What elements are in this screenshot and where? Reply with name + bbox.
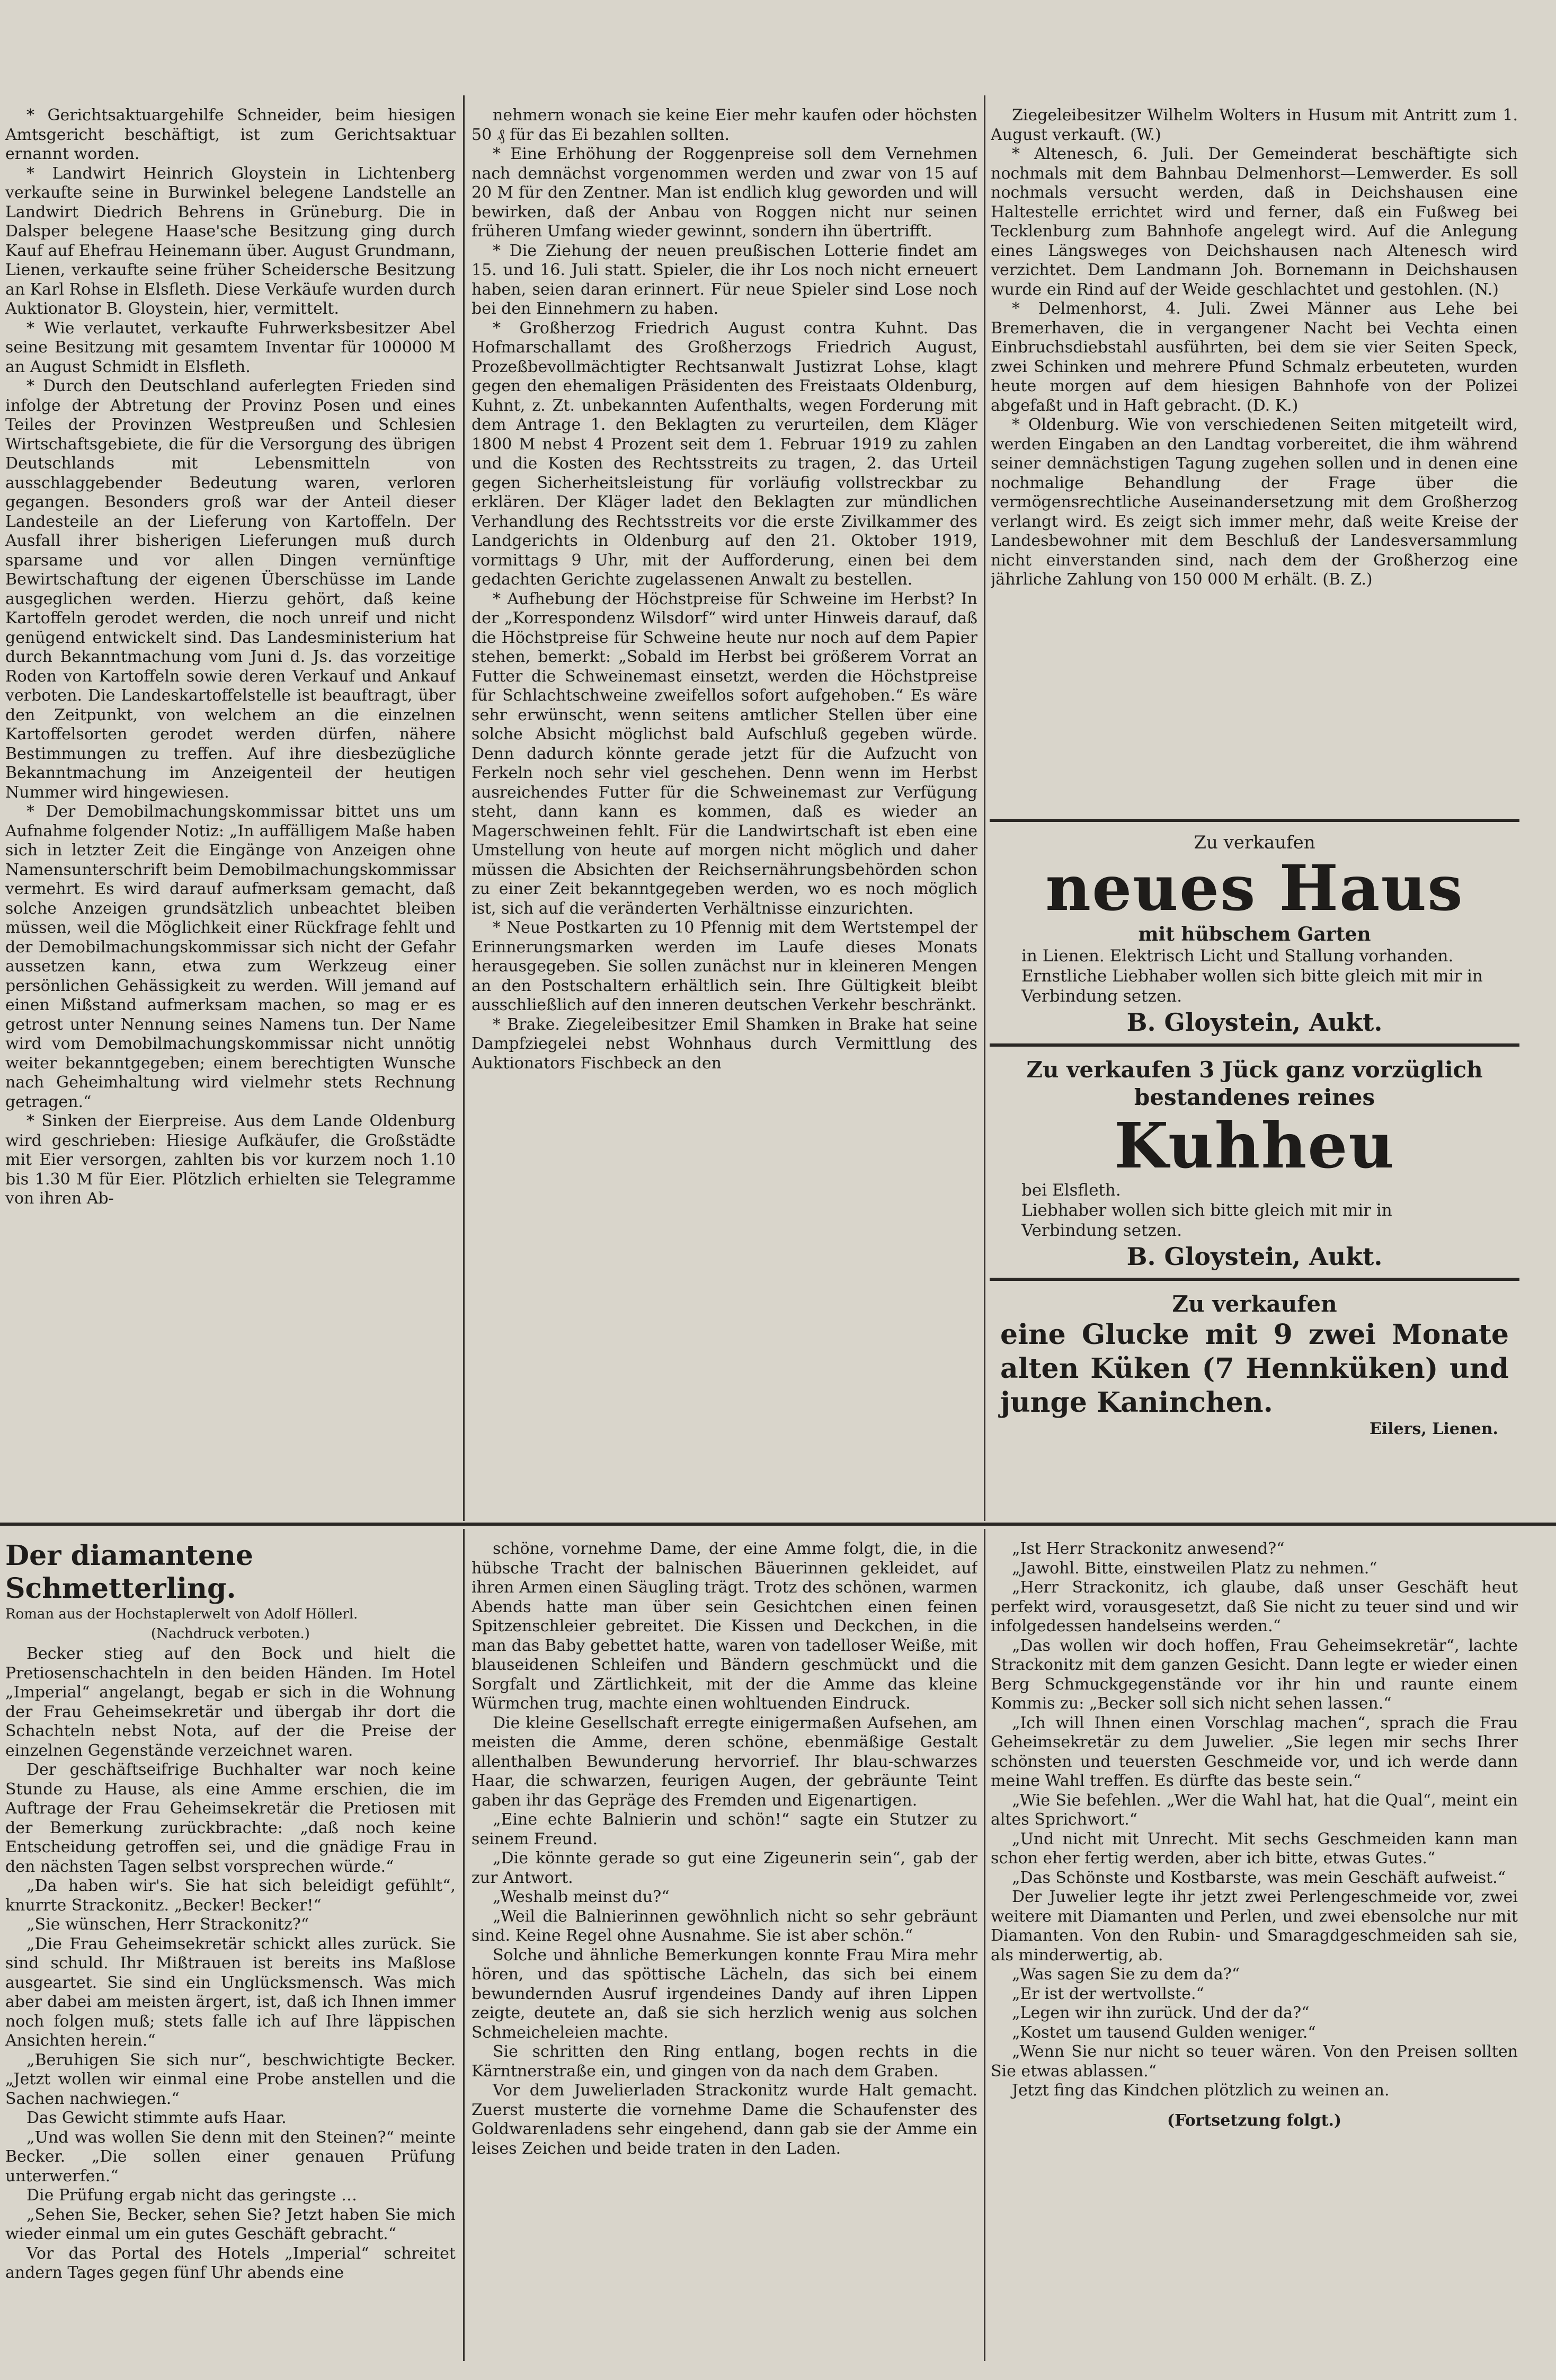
paragraph: * Durch den Deutschland auferlegten Frieden sind infolge der Abtretung der Provinz Posen und eines Teiles der Provinzen Westpreußen und Schlesien Wirtschaftsgebiete, die für die Versorgung des übrigen Deutschlands mit Lebensmitteln von ausschlaggebender Bedeutung waren, verloren gegangen. Besonders groß war der Anteil dieser Landesteile an der Lieferung von Kartoffeln. Der Ausfall ihrer bisherigen Lieferungen muß durch sparsame und vor allen Dingen vernünftige Bewirtschaftung der eigenen Überschüsse im Lande ausgeglichen werden. Hierzu gehört, daß keine Kartoffeln gerodet werden, die noch unreif und nicht genügend entwickelt sind. Das Landesministerium hat durch Bekanntmachung vom Juni d. Js. das vorzeitige Roden von Kartoffeln sowie deren Verkauf und Ankauf verboten. Die Landeskartoffelstelle ist beauftragt, über den Zeitpunkt, von welchem an die einzelnen Kartoffelsorten gerodet werden dürfen, nähere Bestimmungen zu treffen. Auf ihre diesbezügliche Bekanntmachung im Anzeigenteil der heutigen Nummer wird hingewiesen. — [5, 377, 456, 802]
paragraph: „Jawohl. Bitte, einstweilen Platz zu nehmen.“ — [1012, 1559, 1377, 1578]
paragraph: „Weil die Balnierinnen gewöhnlich nicht so sehr gebräunt sind. Keine Regel ohne Ausnahme. Sie ist aber schön.“ — [472, 1907, 977, 1945]
column-rule — [463, 95, 465, 1521]
paragraph: „Er ist der wertvollste.“ — [1012, 1984, 1204, 2003]
paragraph: „Wie Sie befehlen. „Wer die Wahl hat, hat die Qual“, meint ein altes Sprichwort.“ — [991, 1791, 1518, 1829]
paragraph: * Brake. Ziegeleibesitzer Emil Shamken in Brake hat seine Dampfziegelei nebst Wohnhaus durch Vermittlung des Auktionators Fischbeck an den — [472, 1015, 977, 1073]
paragraph: Sie schritten den Ring entlang, bogen rechts in die Kärntnerstraße ein, und gingen von da nach dem Graben. — [472, 2042, 977, 2081]
paragraph: Becker stieg auf den Bock und hielt die Pretiosenschachteln in den beiden Händen. Im Hotel „Imperial“ angelangt, begab er sich in die Wohnung der Frau Geheimsekretär und übergab ihr dort die Schachteln nebst Nota, auf der die Preise der einzelnen Gegenstände verzeichnet waren. — [5, 1644, 456, 1760]
paragraph: „Da haben wir's. Sie hat sich beleidigt gefühlt“, knurrte Strackonitz. „Becker! Becker!“ — [5, 1877, 456, 1915]
ad-intro: Zu verkaufen 3 Jück ganz vorzüglich bestandenes reines — [1026, 1057, 1483, 1110]
ad-body: Liebhaber wollen sich bitte gleich mit mir in Verbindung setzen. — [1021, 1201, 1392, 1240]
paragraph: Vor dem Juwelierladen Strackonitz wurde Halt gemacht. Zuerst musterte die vornehme Dame die Schaufenster des Goldwarenladens sehr eingehend, dann gab sie der Amme ein leises Zeichen und beide traten in den Laden. — [472, 2081, 977, 2158]
news-column-3 — [991, 106, 1518, 811]
paragraph: * Oldenburg. Wie von verschiedenen Seiten mitgeteilt wird, werden Eingaben an den Landtag vorbereitet, die ihm während seiner demnächstigen Tagung zugehen sollen und in denen eine nochmalige Behandlung der Frage über die vermögensrechtliche Auseinandersetzung mit dem Großherzog verlangt wird. Es zeigt sich immer mehr, daß weite Kreise der Landesbewohner mit dem Beschluß der Landesversammlung nicht einverstanden sind, nach dem der Großherzog eine jährliche Zahlung von 150 000 M erhält. (B. Z.) — [991, 415, 1518, 589]
paragraph: * Die Ziehung der neuen preußischen Lotterie findet am 15. und 16. Juli statt. Spieler, die ihr Los noch nicht erneuert haben, seien daran erinnert. Für neue Spieler sind Lose noch bei den Einnehmern zu haben. — [472, 241, 977, 318]
ad-headline: neues Haus — [1045, 851, 1464, 925]
paragraph: „Kostet um tausend Gulden weniger.“ — [1012, 2023, 1316, 2042]
ad-signature: Eilers, Lienen. — [1369, 1420, 1498, 1438]
paragraph: „Beruhigen Sie sich nur“, beschwichtigte Becker. „Jetzt wollen wir einmal eine Probe anstellen und die Sachen nachwiegen.“ — [5, 2050, 456, 2108]
ad-intro: Zu verkaufen — [1172, 1291, 1337, 1317]
ad-hen — [990, 1278, 1519, 1444]
paragraph: * Delmenhorst, 4. Juli. Zwei Männer aus Lehe bei Bremerhaven, die in vergangener Nacht bei Vechta einen Einbruchsdiebstahl ausführten, bei dem sie vier Seiten Speck, zwei Schinken und mehrere Pfund Schmalz erbeuteten, wurden heute morgen auf dem hiesigen Bahnhofe von der Polizei abgefaßt und in Haft gebracht. (D. K.) — [991, 299, 1518, 415]
continued-note: (Fortsetzung folgt.) — [1167, 2111, 1342, 2130]
paragraph: „Sie wünschen, Herr Strackonitz?“ — [26, 1915, 309, 1934]
news-column-1 — [5, 106, 456, 1518]
paragraph: * Gerichtsaktuargehilfe Schneider, beim hiesigen Amtsgericht beschäftigt, ist zum Gerichtsaktuar ernannt worden. — [5, 106, 456, 163]
column-rule — [984, 95, 985, 1521]
ad-signature: B. Gloystein, Aukt. — [1126, 1242, 1383, 1271]
paragraph: „Wenn Sie nur nicht so teuer wären. Von den Preisen sollten Sie etwas ablassen.“ — [991, 2042, 1518, 2081]
paragraph: „Und nicht mit Unrecht. Mit sechs Geschmeiden kann man schon eher fertig werden, aber ich bitte, etwas Gutes.“ — [991, 1829, 1518, 1868]
paragraph: Jetzt fing das Kindchen plötzlich zu weinen an. — [1012, 2081, 1390, 2100]
paragraph: nehmern wonach sie keine Eier mehr kaufen oder höchsten 50 ₰ für das Ei bezahlen sollten. — [472, 106, 977, 144]
paragraph: * Großherzog Friedrich August contra Kuhnt. Das Hofmarschallamt des Großherzogs Friedrich August, Prozeßbevollmächtigter Rechtsanwalt Justizrat Lohse, klagt gegen den ehemaligen Präsidenten des Freistaats Oldenburg, Kuhnt, z. Zt. unbekannten Aufenthalts, wegen Forderung mit dem Antrage 1. den Beklagten zu verurteilen, dem Kläger 1800 M nebst 4 Prozent seit dem 1. Februar 1919 zu zahlen und die Kosten des Rechtsstreits zu tragen, 2. das Urteil gegen Sicherheitsleistung für vorläufig vollstreckbar zu erklären. Der Kläger ladet den Beklagten zur mündlichen Verhandlung des Rechtsstreits vor die erste Zivilkammer des Landgerichts in Oldenburg auf den 21. Oktober 1919, vormittags 9 Uhr, mit der Aufforderung, einen bei dem gedachten Gerichte zugelassenen Anwalt zu bestellen. — [472, 318, 977, 589]
serial-title: Der diamantene Schmetterling. — [5, 1540, 253, 1605]
serial-column-1 — [5, 1540, 456, 2366]
paragraph: * Der Demobilmachungskommissar bittet uns um Aufnahme folgender Notiz: „In auffälligem Maße haben sich in letzter Zeit die Eingänge von Anzeigen ohne Namensunterschrift beim Demobilmachungskommissar vermehrt. Es wird darauf aufmerksam gemacht, daß solche Anzeigen grundsätzlich unbeachtet bleiben müssen, weil die Möglichkeit einer Rückfrage fehlt und der Demobilmachungskommissar sich nicht der Gefahr aussetzen kann, etwa zum Werkzeug einer persönlichen Gehässigkeit zu werden. Will jemand auf einen Mißstand aufmerksam machen, so mag er es getrost unter Nennung seines Namens tun. Der Name wird vom Demobilmachungskommissar nicht unnötig weiter bekanntgegeben; einem berechtigten Wunsche nach Geheimhaltung wird vielmehr stets Rechnung getragen.“ — [5, 802, 456, 1111]
paragraph: „Sehen Sie, Becker, sehen Sie? Jetzt haben Sie mich wieder einmal um ein gutes Geschäft gebracht.“ — [5, 2205, 456, 2243]
paragraph: „Was sagen Sie zu dem da?“ — [1012, 1965, 1240, 1984]
serial-subtitle: Roman aus der Hochstaplerwelt von Adolf Höllerl. — [5, 1606, 358, 1622]
ad-body: in Lienen. Elektrisch Licht und Stallung vorhanden. Ernstliche Liebhaber wollen sich bitte gleich mit mir in Verbindung setzen. — [1021, 946, 1483, 1006]
paragraph: „Das wollen wir doch hoffen, Frau Geheimsekretär“, lachte Strackonitz mit dem ganzen Gesicht. Dann legte er wieder einen Berg Schmuckgegenstände vor ihr hin und raunte einem Kommis zu: „Becker soll sich nicht sehen lassen.“ — [991, 1636, 1518, 1713]
paragraph: „Die könnte gerade so gut eine Zigeunerin sein“, gab der zur Antwort. — [472, 1849, 977, 1887]
paragraph: * Aufhebung der Höchstpreise für Schweine im Herbst? In der „Korrespondenz Wilsdorf“ wird unter Hinweis darauf, daß die Höchstpreise für Schweine heute nur noch auf dem Papier stehen, bemerkt: „Sobald im Herbst bei größerem Vorrat an Futter die Schweinemast einsetzt, werden die Höchstpreise für Schlachtschweine zweifellos sofort aufgehoben.“ Es wäre sehr erwünscht, wenn seitens amtlicher Stellen über eine solche Absicht möglichst bald Aufschluß gegeben würde. Denn dadurch könnte gerade jetzt für die Aufzucht von Ferkeln noch sehr viel geschehen. Denn wenn im Herbst ausreichendes Futter für die Schweinemast zur Verfügung steht, dann kann es kommen, daß es wieder an Magerschweinen fehlt. Für die Landwirtschaft ist eben eine Umstellung von heute auf morgen nicht möglich und daher müssen die Absichten der Reichsernährungsbehörden schon zu einer Zeit bekanntgegeben werden, wo es noch möglich ist, sich auf die veränderten Verhältnisse einzurichten. — [472, 589, 977, 918]
ad-hay — [990, 1043, 1519, 1278]
paragraph: Der geschäftseifrige Buchhalter war noch keine Stunde zu Hause, als eine Amme erschien, die im Auftrage der Frau Geheimsekretär die Pretiosen mit der Bemerkung zurückbrachte: „daß noch keine Entscheidung getroffen sei, und die gnädige Frau in den nächsten Tagen selbst vorsprechen würde.“ — [5, 1760, 456, 1876]
serial-column-3 — [991, 1540, 1518, 2366]
paragraph: „Ich will Ihnen einen Vorschlag machen“, sprach die Frau Geheimsekretär zu dem Juwelier. „Sie legen mir sechs Ihrer schönsten und teuersten Geschmeide vor, und ich werde dann meine Wahl treffen. Es dürfte das beste sein.“ — [991, 1713, 1518, 1790]
paragraph: „Die Frau Geheimsekretär schickt alles zurück. Sie sind schuld. Ihr Mißtrauen ist bereits ins Maßlose ausgeartet. Sie sind ein Unglücksmensch. Was mich aber dabei am meisten ärgert, ist, daß ich Ihnen immer noch folgen muß; stets falle ich auf Ihre läppischen Ansichten herein.“ — [5, 1934, 456, 2050]
paragraph: * Neue Postkarten zu 10 Pfennig mit dem Wertstempel der Erinnerungsmarken werden im Laufe dieses Monats herausgegeben. Sie sollen zunächst nur in kleineren Mengen an den Postschaltern erhältlich sein. Ihre Gültigkeit bleibt ausschließlich auf den inneren deutschen Verkehr beschränkt. — [472, 918, 977, 1014]
ad-headline: Kuhheu — [1114, 1109, 1395, 1182]
news-column-2 — [472, 106, 977, 1518]
paragraph: „Und was wollen Sie denn mit den Steinen?“ meinte Becker. „Die sollen einer genauen Prüfung unterwerfen.“ — [5, 2128, 456, 2186]
paragraph: Die kleine Gesellschaft erregte einigermaßen Aufsehen, am meisten die Amme, deren schöne, ebenmäßige Gestalt allenthalben Bewunderung hervorrief. Ihr blau-schwarzes Haar, die schwarzen, feurigen Augen, der gebräunte Teint gaben ihr das Gepräge des Fremden und Eigenartigen. — [472, 1713, 977, 1810]
paragraph: Solche und ähnliche Bemerkungen konnte Frau Mira mehr hören, und das spöttische Lächeln, das sich bei einem bewundernden Ausruf irgendeines Dandy auf ihren Lippen zeigte, deutete an, daß sie sich herzlich wenig aus solchen Schmeicheleien machte. — [472, 1945, 977, 2042]
paragraph: schöne, vornehme Dame, der eine Amme folgt, die, in die hübsche Tracht der balnischen Bäuerinnen gekleidet, auf ihren Armen einen Säugling trägt. Trotz des schönen, warmen Abends hatte man über sein Gesichtchen einen feinen Spitzenschleier gebreitet. Die Kissen und Deckchen, in die man das Baby gebettet hatte, waren von tadelloser Weiße, mit blauseidenen Schleifen und Bändern geschmückt und die Sorgfalt und Zärtlichkeit, mit der die Amme das kleine Würmchen trug, machte einen wohltuenden Eindruck. — [472, 1540, 977, 1713]
paragraph: * Eine Erhöhung der Roggenpreise soll dem Vernehmen nach demnächst vorgenommen werden und zwar von 15 auf 20 M für den Zentner. Man ist endlich klug geworden und will bewirken, daß der Anbau von Roggen nicht nur seinen früheren Umfang wieder gewinnt, sondern ihn übertrifft. — [472, 145, 977, 241]
ad-intro: Zu verkaufen — [1194, 832, 1315, 853]
paragraph: „Herr Strackonitz, ich glaube, daß unser Geschäft heut perfekt wird, vorausgesetzt, daß Sie nicht zu teuer sind und wir infolgedessen handelseins werden.“ — [991, 1578, 1518, 1635]
ad-body: eine Glucke mit 9 zwei Monate alten Küken (7 Hennküken) und junge Kaninchen. — [1000, 1319, 1509, 1419]
serial-column-2 — [472, 1540, 977, 2366]
paragraph: * Landwirt Heinrich Gloystein in Lichtenberg verkaufte seine in Burwinkel belegene Landstelle an Landwirt Diedrich Behrens in Grüneburg. Die in Dalsper belegene Haase'sche Besitzung ging durch Kauf auf Ehefrau Heinemann über. August Grundmann, Lienen, verkaufte seine früher Scheidersche Besitzung an Karl Rohse in Elsfleth. Diese Verkäufe wurden durch Auktionator B. Gloystein, hier, vermittelt. — [5, 164, 456, 318]
ad-signature: B. Gloystein, Aukt. — [1126, 1008, 1383, 1037]
paragraph: „Eine echte Balnierin und schön!“ sagte ein Stutzer zu seinem Freund. — [472, 1810, 977, 1848]
paragraph: Ziegeleibesitzer Wilhelm Wolters in Husum mit Antritt zum 1. August verkauft. (W.) — [991, 106, 1518, 144]
column-rule — [463, 1529, 465, 2361]
paragraph: „Legen wir ihn zurück. Und der da?“ — [1012, 2004, 1310, 2022]
ad-subheadline: mit hübschem Garten — [1138, 923, 1371, 945]
paragraph: „Weshalb meinst du?“ — [493, 1888, 670, 1906]
paragraph: Die Prüfung ergab nicht das geringste … — [26, 2186, 358, 2205]
paragraph: „Ist Herr Strackonitz anwesend?“ — [1012, 1540, 1285, 1558]
paragraph: * Wie verlautet, verkaufte Fuhrwerksbesitzer Abel seine Besitzung mit gesamtem Inventar für 100000 M an August Schmidt in Elsfleth. — [5, 318, 456, 376]
advertisements — [990, 819, 1519, 1521]
reprint-note: (Nachdruck verboten.) — [151, 1626, 310, 1642]
ad-location: bei Elsfleth. — [1021, 1181, 1121, 1200]
section-divider — [0, 1523, 1556, 1526]
paragraph: Das Gewicht stimmte aufs Haar. — [26, 2109, 287, 2127]
ad-house — [990, 819, 1519, 1043]
paragraph: Der Juwelier legte ihr jetzt zwei Perlengeschmeide vor, zwei weitere mit Diamanten und Perlen, und zwei ebensolche nur mit Diamanten. Von den Rubin- und Smaragdgeschmeiden sah sie, als minderwertig, ab. — [991, 1888, 1518, 1965]
column-rule — [984, 1529, 985, 2361]
paragraph: Vor das Portal des Hotels „Imperial“ schreitet andern Tages gegen fünf Uhr abends eine — [5, 2244, 456, 2282]
paragraph: „Das Schönste und Kostbarste, was mein Geschäft aufweist.“ — [1012, 1868, 1506, 1887]
paragraph: * Sinken der Eierpreise. Aus dem Lande Oldenburg wird geschrieben: Hiesige Aufkäufer, die Großstädte mit Eier versorgen, zahlten bis vor kurzem noch 1.10 bis 1.30 M für Eier. Plötzlich erhielten sie Telegramme von ihren Ab- — [5, 1112, 456, 1208]
paragraph: * Altenesch, 6. Juli. Der Gemeinderat beschäftigte sich nochmals mit dem Bahnbau Delmenhorst—Lemwerder. Es soll nochmals versucht werden, daß in Deichshausen eine Haltestelle errichtet wird und ferner, daß ein Fußweg bei Tecklenburg zum Bahnhofe angelegt wird. Auf die Anlegung eines Längsweges von Deichshausen nach Altenesch wird verzichtet. Dem Landmann Joh. Bornemann in Deichshausen wurde ein Rind auf der Weide geschlachtet und gestohlen. (N.) — [991, 145, 1518, 299]
